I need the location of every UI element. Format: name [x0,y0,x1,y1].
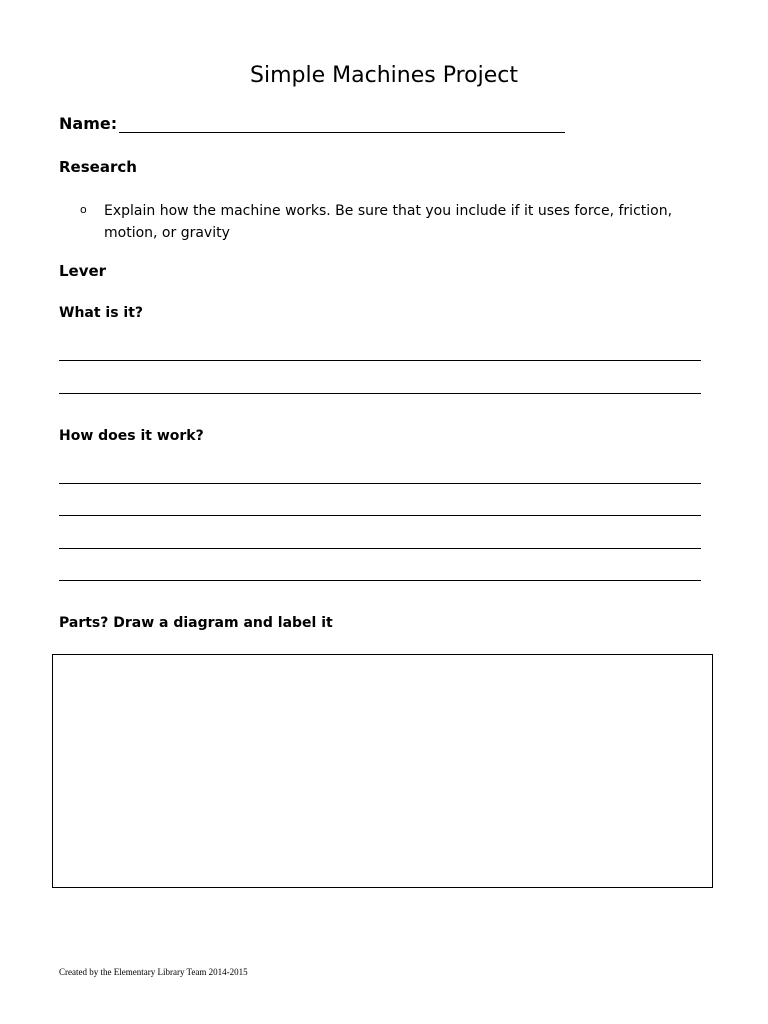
research-heading: Research [59,158,137,176]
bullet-marker: o [80,203,87,216]
name-answer-line[interactable] [119,132,565,133]
footer-credit: Created by the Elementary Library Team 2014-2015 [59,967,248,977]
question-what-is-it: What is it? [59,305,144,321]
research-instruction: Explain how the machine works. Be sure that you include if it uses force, friction, motion, or gravity [104,203,673,241]
answer-line-how-1[interactable] [59,483,701,484]
lever-heading: Lever [59,262,107,280]
name-label: Name: [59,114,118,133]
page-title: Simple Machines Project [250,63,518,88]
question-how-does-it-work: How does it work? [59,428,204,444]
diagram-drawing-box[interactable] [52,654,713,888]
answer-line-what-1[interactable] [59,360,701,361]
answer-line-what-2[interactable] [59,393,701,394]
answer-line-how-2[interactable] [59,515,701,516]
question-parts-diagram: Parts? Draw a diagram and label it [59,615,333,631]
answer-line-how-4[interactable] [59,580,701,581]
answer-line-how-3[interactable] [59,548,701,549]
